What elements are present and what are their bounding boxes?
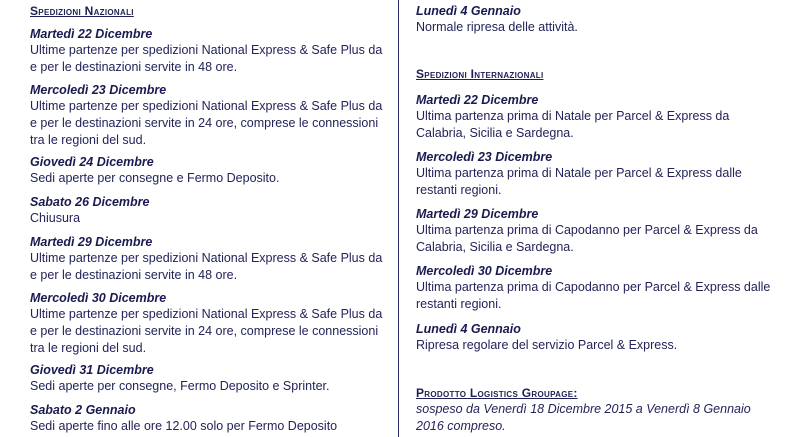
entry-date: Mercoledì 30 Dicembre xyxy=(30,291,167,305)
entry-date: Mercoledì 23 Dicembre xyxy=(30,83,167,97)
schedule-entry xyxy=(416,321,776,354)
schedule-entry xyxy=(416,3,776,36)
schedule-entry xyxy=(30,194,385,227)
groupage-note: sospeso da Venerdì 18 Dicembre 2015 a Venerdì 8 Gennaio 2016 compreso. xyxy=(416,402,751,433)
entry-text: Ultime partenze per spedizioni National Express & Safe Plus da e per le destinazioni servite in 48 ore. xyxy=(30,43,383,74)
entry-date: Mercoledì 23 Dicembre xyxy=(416,150,553,164)
entry-text: Chiusura xyxy=(30,211,81,225)
schedule-entry xyxy=(30,290,385,357)
schedule-entry xyxy=(30,362,385,395)
schedule-entry xyxy=(416,206,776,256)
entry-date: Sabato 26 Dicembre xyxy=(30,195,150,209)
entry-text: Ultime partenze per spedizioni National Express & Safe Plus da e per le destinazioni servite in 48 ore. xyxy=(30,251,383,282)
entry-text: Sedi aperte per consegne, Fermo Deposito e Sprinter. xyxy=(30,379,330,393)
entry-text: Ultima partenza prima di Natale per Parcel & Express dalle restanti regioni. xyxy=(416,166,742,197)
entry-text: Ultime partenze per spedizioni National Express & Safe Plus da e per le destinazioni servite in 24 ore, comprese le connessioni tra le regioni del sud. xyxy=(30,307,383,355)
schedule-entry xyxy=(416,263,776,313)
national-shipping-heading: Spedizioni Nazionali xyxy=(30,4,134,18)
entry-text: Ultima partenza prima di Natale per Parcel & Express da Calabria, Sicilia e Sardegna. xyxy=(416,109,730,140)
entry-text: Normale ripresa delle attività. xyxy=(416,20,578,34)
entry-date: Mercoledì 30 Dicembre xyxy=(416,264,553,278)
entry-date: Martedì 22 Dicembre xyxy=(416,93,539,107)
schedule-entry xyxy=(30,234,385,284)
schedule-entry xyxy=(30,402,385,435)
schedule-entry xyxy=(30,154,385,187)
entry-date: Lunedì 4 Gennaio xyxy=(416,4,521,18)
entry-date: Martedì 29 Dicembre xyxy=(416,207,539,221)
entry-text: Ultime partenze per spedizioni National Express & Safe Plus da e per le destinazioni servite in 24 ore, comprese le connessioni tra le regioni del sud. xyxy=(30,99,383,147)
column-divider xyxy=(398,0,399,437)
schedule-entry xyxy=(416,92,776,142)
entry-text: Sedi aperte fino alle ore 12.00 solo per Fermo Deposito xyxy=(30,419,338,433)
entry-date: Sabato 2 Gennaio xyxy=(30,403,136,417)
entry-date: Martedì 22 Dicembre xyxy=(30,27,153,41)
groupage-section xyxy=(416,385,776,435)
schedule-entry xyxy=(30,26,385,76)
entry-date: Giovedì 31 Dicembre xyxy=(30,363,154,377)
groupage-heading: Prodotto Logistics Groupage: xyxy=(416,386,578,400)
entry-date: Lunedì 4 Gennaio xyxy=(416,322,521,336)
schedule-entry xyxy=(416,149,776,199)
entry-text: Ultima partenza prima di Capodanno per Parcel & Express da Calabria, Sicilia e Sardegna. xyxy=(416,223,758,254)
entry-text: Ripresa regolare del servizio Parcel & Express. xyxy=(416,338,678,352)
entry-date: Martedì 29 Dicembre xyxy=(30,235,153,249)
entry-text: Sedi aperte per consegne e Fermo Deposito. xyxy=(30,171,280,185)
entry-date: Giovedì 24 Dicembre xyxy=(30,155,154,169)
schedule-entry xyxy=(30,82,385,149)
international-shipping-heading: Spedizioni Internazionali xyxy=(416,67,544,81)
entry-text: Ultima partenza prima di Capodanno per Parcel & Express dalle restanti regioni. xyxy=(416,280,771,311)
